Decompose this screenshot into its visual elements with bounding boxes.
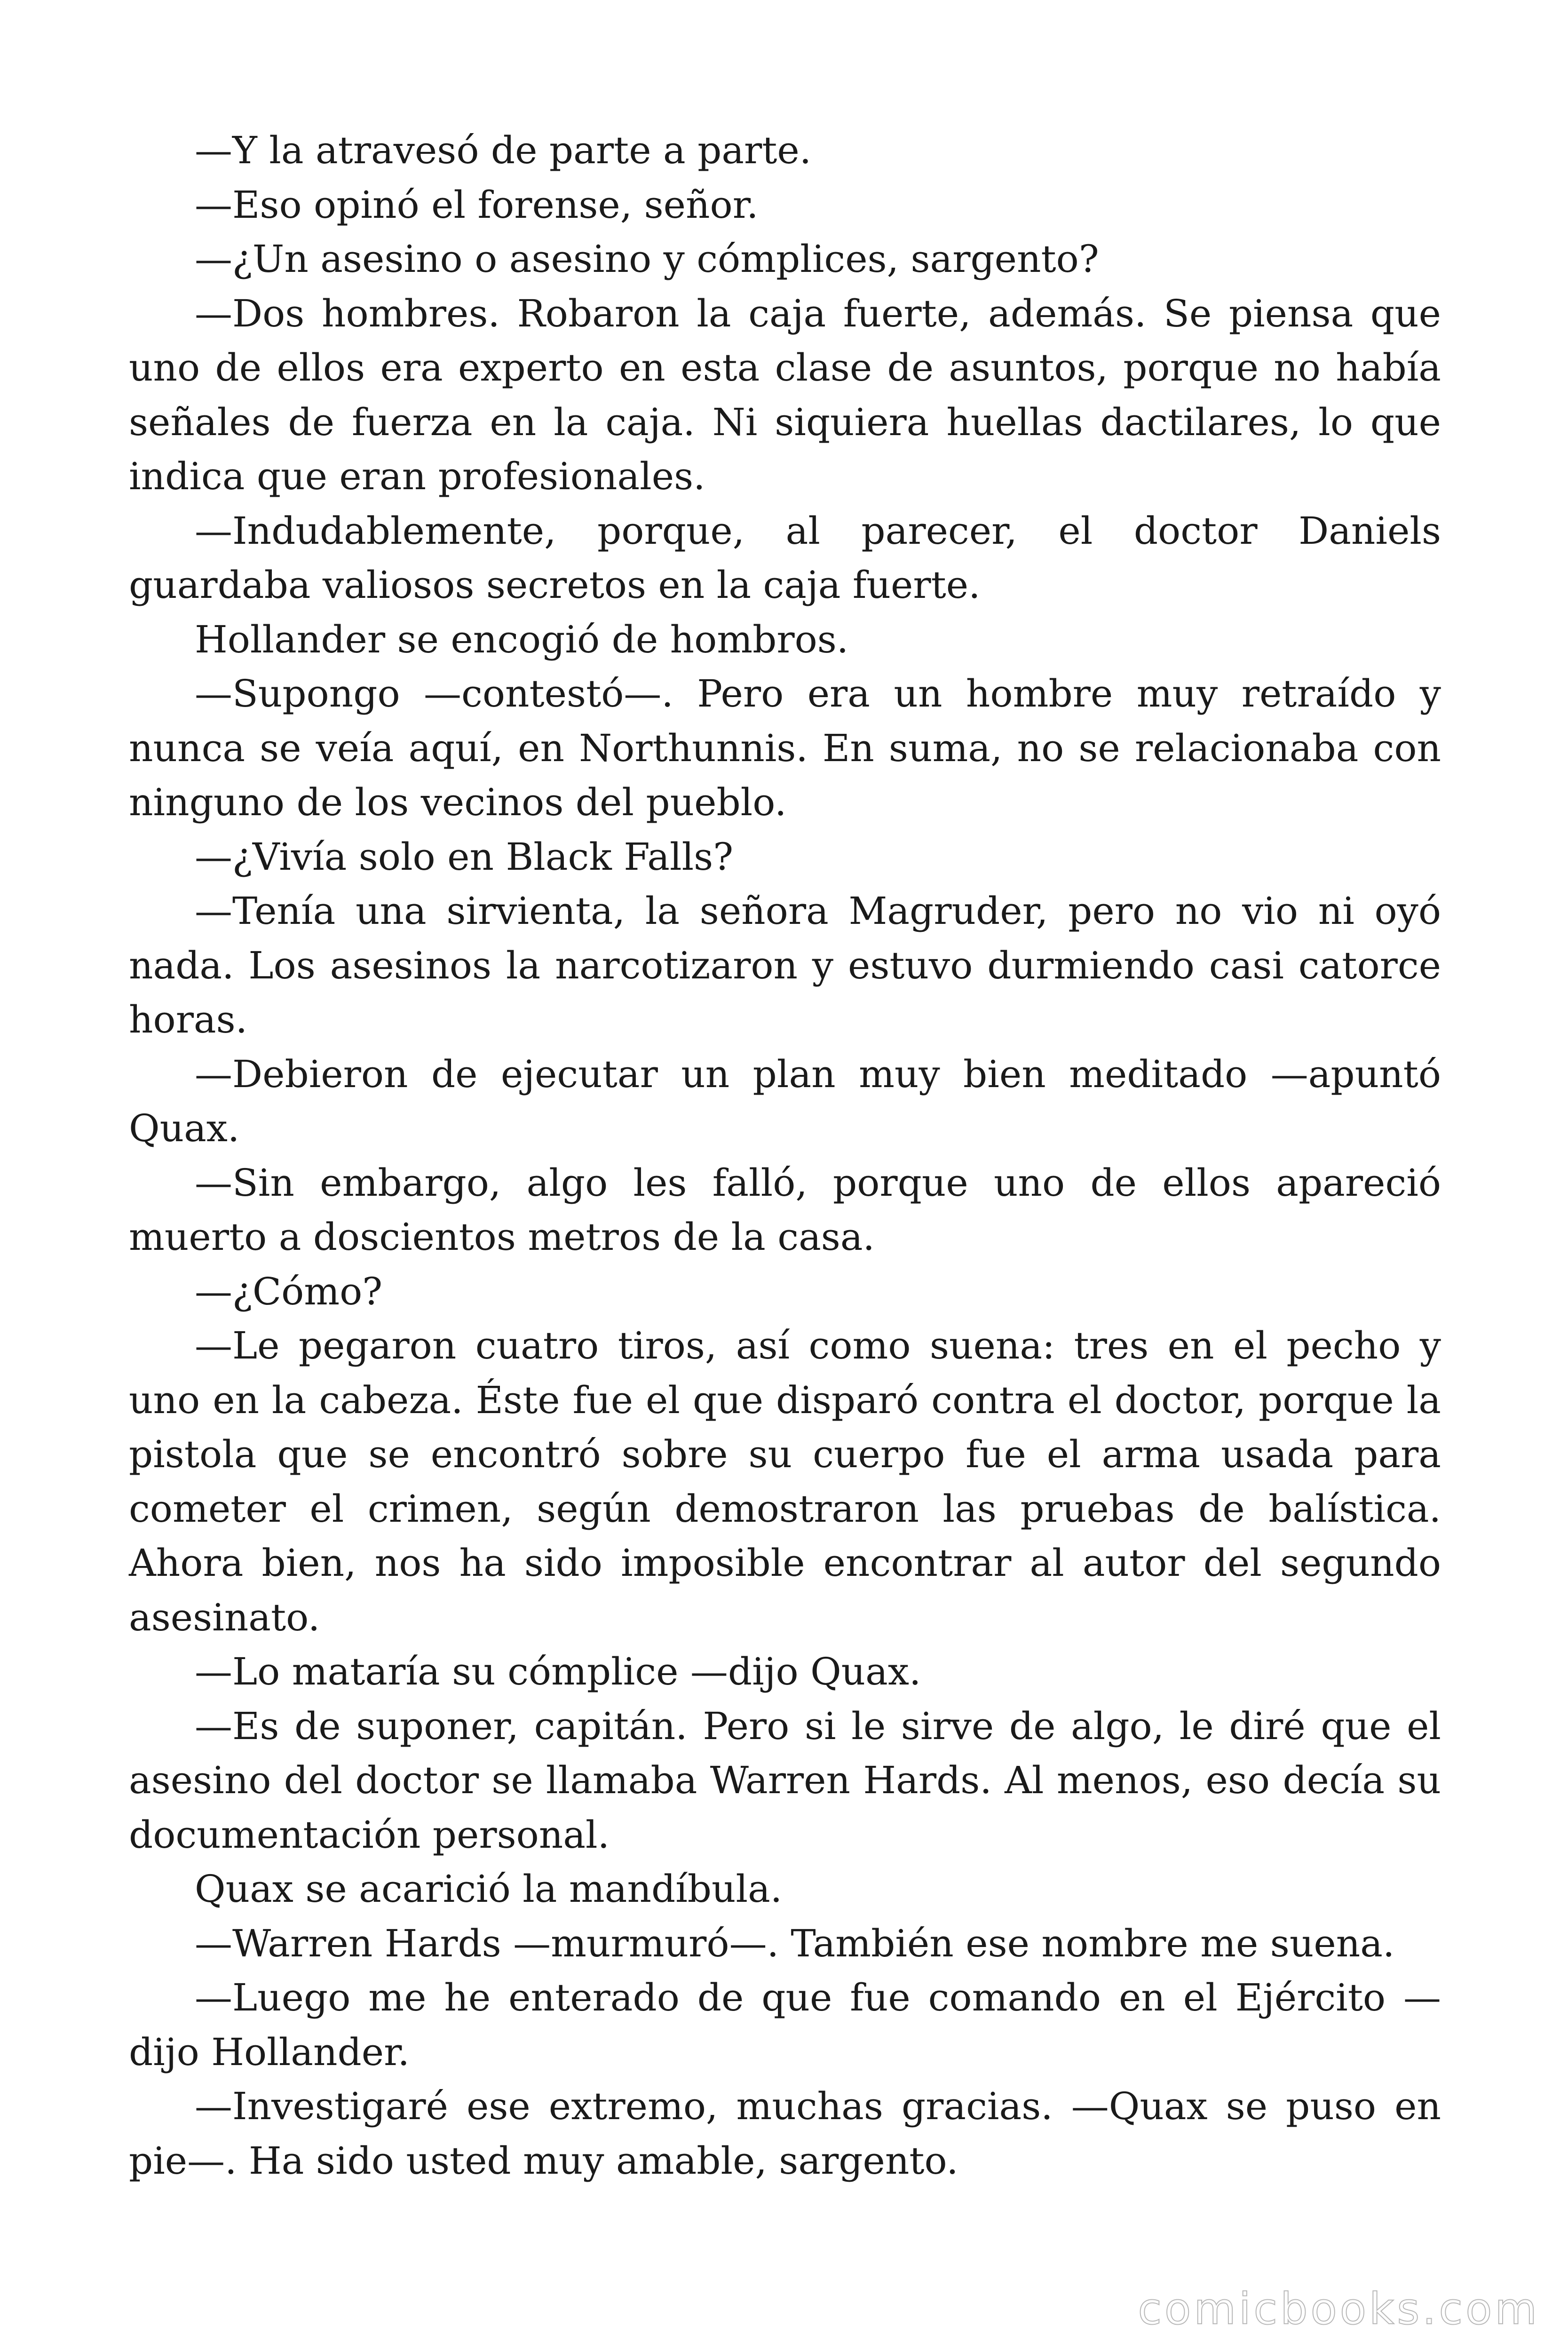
paragraph: —Eso opinó el forense, señor.	[195, 183, 759, 227]
paragraph: Quax se acarició la mandíbula.	[195, 1867, 783, 1911]
paragraph: —Le pegaron cuatro tiros, así como suena: tres en el pecho y uno en la cabeza. Éste fue el que disparó contra el doctor, porque la pistola que se encontró sobre su cuerpo fue el arma usada para cometer el crimen, según demostraron las pruebas de balística. Ahora bien, nos ha sido imposible encontrar al autor del segundo asesinato.	[129, 1324, 1441, 1639]
paragraph: —Warren Hards —murmuró—. También ese nombre me suena.	[195, 1921, 1395, 1965]
paragraph: —Sin embargo, algo les falló, porque uno de ellos apareció muerto a doscientos metros de la casa.	[129, 1160, 1441, 1259]
paragraph: —Es de suponer, capitán. Pero si le sirve de algo, le diré que el asesino del doctor se llamaba Warren Hards. Al menos, eso decía su documentación personal.	[129, 1704, 1441, 1857]
paragraph: —Investigaré ese extremo, muchas gracias. —Quax se puso en pie—. Ha sido usted muy amable, sargento.	[129, 2084, 1441, 2183]
paragraph: Hollander se encogió de hombros.	[195, 617, 849, 661]
paragraph: —Indudablemente, porque, al parecer, el doctor Daniels guardaba valiosos secretos en la caja fuerte.	[129, 509, 1441, 607]
paragraph: —Y la atravesó de parte a parte.	[195, 128, 812, 172]
paragraph: —¿Cómo?	[195, 1269, 383, 1313]
paragraph: —Luego me he enterado de que fue comando en el Ejército — dijo Hollander.	[129, 1976, 1441, 2074]
watermark: comicbooks.com	[1138, 2284, 1540, 2334]
paragraph: —Tenía una sirvienta, la señora Magruder, pero no vio ni oyó nada. Los asesinos la narcotizaron y estuvo durmiendo casi catorce horas.	[129, 889, 1441, 1041]
paragraph: —Debieron de ejecutar un plan muy bien meditado —apuntó Quax.	[129, 1052, 1441, 1150]
paragraph: —¿Un asesino o asesino y cómplices, sargento?	[195, 237, 1099, 281]
body-text	[129, 123, 1441, 2188]
paragraph: —Supongo —contestó—. Pero era un hombre muy retraído y nunca se veía aquí, en Northunnis. En suma, no se relacionaba con ninguno de los vecinos del pueblo.	[129, 672, 1441, 824]
paragraph: —Lo mataría su cómplice —dijo Quax.	[195, 1650, 921, 1693]
paragraph: —Dos hombres. Robaron la caja fuerte, además. Se piensa que uno de ellos era experto en esta clase de asuntos, porque no había señales de fuerza en la caja. Ni siquiera huellas dactilares, lo que indica que eran profesionales.	[129, 291, 1441, 498]
paragraph: —¿Vivía solo en Black Falls?	[195, 834, 734, 879]
